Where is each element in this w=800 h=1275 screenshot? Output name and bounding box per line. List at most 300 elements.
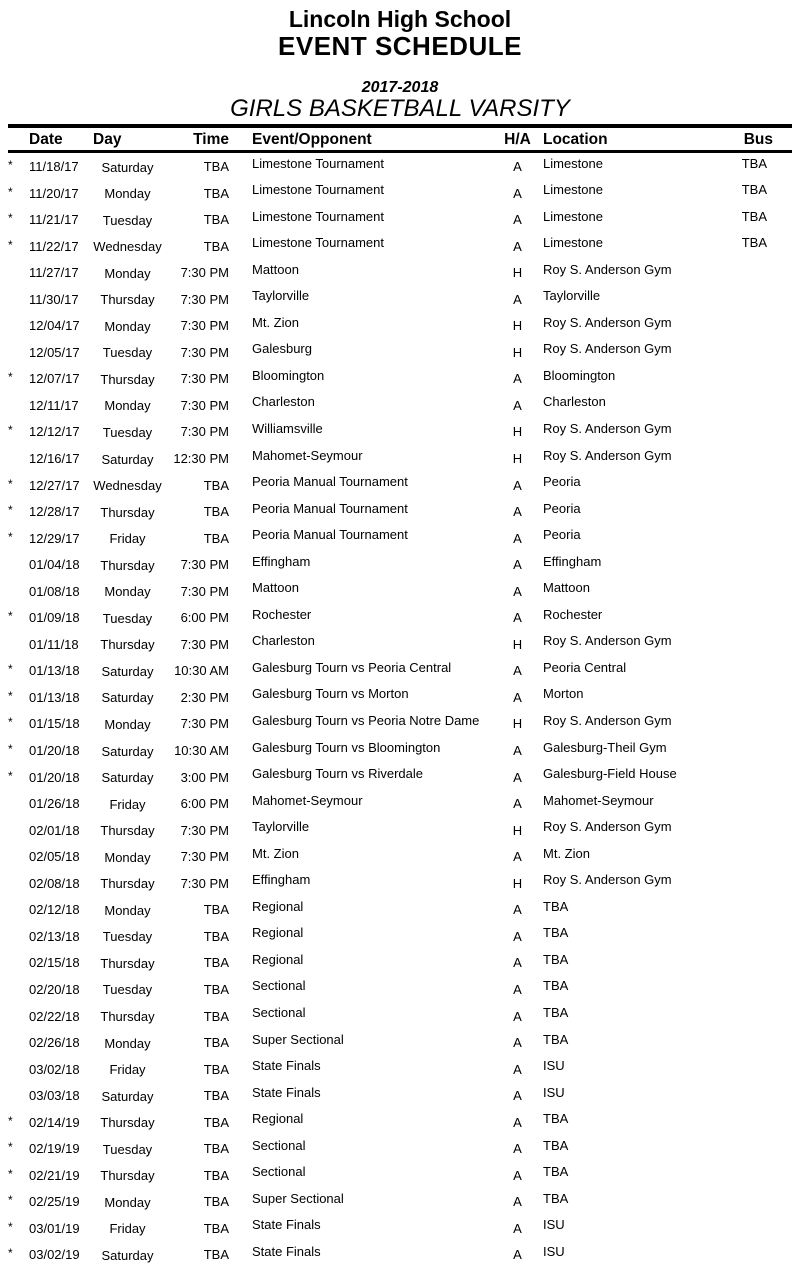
cell-star <box>8 976 29 1003</box>
table-row <box>8 153 792 180</box>
cell-star: * <box>8 742 13 757</box>
cell-ha: A <box>513 291 522 307</box>
table-row <box>8 551 792 578</box>
table-row <box>8 312 792 339</box>
table-row <box>8 259 792 286</box>
cell-time: 7:30 PM <box>180 291 229 307</box>
cell-ha: H <box>512 636 523 652</box>
cell-star <box>8 631 29 658</box>
col-header-star <box>8 131 29 150</box>
cell-date: 12/29/17 <box>29 530 80 546</box>
cell-location: ISU <box>543 1058 565 1074</box>
cell-ha: H <box>512 424 523 440</box>
cell-date: 01/13/18 <box>29 689 80 705</box>
cell-bus <box>725 1109 792 1136</box>
cell-location: Taylorville <box>543 288 601 304</box>
cell-event: Limestone Tournament <box>252 235 385 251</box>
cell-date: 02/14/19 <box>29 1114 80 1130</box>
cell-day: Friday <box>109 531 146 547</box>
cell-ha: A <box>513 1220 522 1236</box>
cell-location: Limestone <box>543 182 603 198</box>
cell-location: Bloomington <box>543 367 616 383</box>
cell-date: 01/09/18 <box>29 610 80 626</box>
cell-location: TBA <box>543 925 569 941</box>
cell-event: State Finals <box>252 1058 321 1074</box>
cell-time: 7:30 PM <box>180 583 229 599</box>
cell-event: Rochester <box>252 606 312 622</box>
cell-event: Bloomington <box>252 367 325 383</box>
cell-date: 11/22/17 <box>29 238 79 254</box>
cell-day: Saturday <box>101 770 154 786</box>
cell-day: Thursday <box>100 823 155 839</box>
cell-bus <box>725 1135 792 1162</box>
table-row <box>8 976 792 1003</box>
table-row <box>8 1082 792 1109</box>
cell-bus <box>725 843 792 870</box>
cell-time: TBA <box>203 1114 229 1130</box>
cell-ha: A <box>513 212 522 228</box>
cell-event: Effingham <box>252 872 311 888</box>
cell-day: Tuesday <box>102 1141 153 1157</box>
cell-location: Peoria <box>543 500 581 516</box>
cell-location: ISU <box>543 1084 565 1100</box>
cell-event: Taylorville <box>252 819 310 835</box>
table-row <box>8 1215 792 1242</box>
cell-ha: A <box>513 610 522 626</box>
cell-ha: A <box>513 371 522 387</box>
cell-event: Regional <box>252 925 304 941</box>
cell-bus <box>725 896 792 923</box>
cell-event: Regional <box>252 951 304 967</box>
cell-ha: A <box>513 663 522 679</box>
cell-day: Thursday <box>100 1115 155 1131</box>
table-row <box>8 1241 792 1268</box>
cell-bus <box>725 445 792 472</box>
cell-bus <box>725 551 792 578</box>
cell-time: TBA <box>203 1008 229 1024</box>
cell-event: Limestone Tournament <box>252 155 385 171</box>
cell-day: Thursday <box>100 371 155 387</box>
cell-day: Thursday <box>100 637 155 653</box>
cell-event: Mt. Zion <box>252 845 299 861</box>
cell-event: Peoria Manual Tournament <box>252 527 408 543</box>
table-row <box>8 923 792 950</box>
cell-time: 7:30 PM <box>180 265 229 281</box>
cell-location: Mahomet-Seymour <box>543 792 654 808</box>
cell-time: TBA <box>203 1220 229 1236</box>
cell-ha: A <box>513 159 522 174</box>
cell-time: TBA <box>203 212 229 228</box>
cell-star <box>8 339 29 366</box>
cell-ha: A <box>513 530 522 546</box>
cell-date: 12/11/17 <box>29 397 79 413</box>
cell-bus <box>725 684 792 711</box>
cell-day: Thursday <box>100 955 155 971</box>
cell-time: TBA <box>203 530 229 546</box>
cell-date: 03/01/19 <box>29 1220 80 1236</box>
cell-star <box>8 817 29 844</box>
cell-time: TBA <box>203 185 229 201</box>
cell-location: Roy S. Anderson Gym <box>543 447 672 463</box>
cell-bus <box>725 976 792 1003</box>
cell-bus <box>725 737 792 764</box>
cell-star: * <box>8 1246 13 1261</box>
cell-day: Monday <box>104 265 151 281</box>
cell-star: * <box>8 370 13 385</box>
cell-ha: A <box>513 238 522 254</box>
cell-location: Limestone <box>543 208 603 224</box>
cell-date: 02/25/19 <box>29 1194 80 1210</box>
cell-star <box>8 578 29 605</box>
cell-star: * <box>8 662 13 677</box>
cell-ha: A <box>513 902 522 918</box>
cell-ha: A <box>513 1114 522 1130</box>
cell-bus <box>725 1056 792 1083</box>
cell-event: Galesburg Tourn vs Morton <box>252 686 409 702</box>
cell-day: Monday <box>104 902 151 918</box>
cell-date: 03/03/18 <box>29 1088 80 1104</box>
cell-date: 12/04/17 <box>29 318 80 334</box>
cell-ha: A <box>513 1247 522 1263</box>
cell-event: Super Sectional <box>252 1031 344 1047</box>
cell-ha: A <box>513 1194 522 1210</box>
cell-date: 01/20/18 <box>29 743 80 759</box>
cell-location: TBA <box>543 1005 569 1020</box>
cell-star <box>8 1082 29 1109</box>
cell-location: TBA <box>543 951 569 967</box>
cell-date: 12/27/17 <box>29 477 80 493</box>
season-label: 2017-2018 <box>361 79 439 96</box>
cell-bus <box>725 1215 792 1242</box>
cell-location: Roy S. Anderson Gym <box>543 314 672 330</box>
cell-day: Saturday <box>101 743 154 759</box>
table-row <box>8 472 792 499</box>
team-name: GIRLS BASKETBALL VARSITY <box>230 95 570 122</box>
cell-time: 7:30 PM <box>180 849 229 865</box>
cell-event: Galesburg Tourn vs Riverdale <box>252 766 424 782</box>
cell-event: Williamsville <box>252 420 323 436</box>
cell-day: Tuesday <box>102 929 153 945</box>
table-row <box>8 206 792 233</box>
cell-bus: TBA <box>741 208 767 224</box>
cell-ha: H <box>512 318 523 334</box>
col-header-bus: Bus <box>743 131 773 148</box>
cell-star: * <box>8 1140 13 1155</box>
cell-location: Peoria <box>543 527 581 543</box>
cell-day: Tuesday <box>102 982 153 998</box>
cell-location: TBA <box>543 1190 569 1206</box>
cell-location: Peoria Central <box>543 659 627 675</box>
cell-time: TBA <box>203 1167 229 1183</box>
table-row <box>8 604 792 631</box>
cell-date: 01/11/18 <box>29 636 79 652</box>
cell-time: TBA <box>203 1035 229 1051</box>
cell-time: 7:30 PM <box>180 371 229 387</box>
cell-time: 7:30 PM <box>180 397 229 413</box>
cell-day: Thursday <box>100 292 155 308</box>
cell-location: ISU <box>543 1217 565 1233</box>
cell-event: Peoria Manual Tournament <box>252 500 408 516</box>
cell-date: 01/15/18 <box>29 716 80 732</box>
cell-bus <box>725 1241 792 1268</box>
cell-star <box>8 1003 29 1030</box>
cell-day: Monday <box>104 398 151 414</box>
cell-event: Mattoon <box>252 261 299 277</box>
cell-date: 02/05/18 <box>29 849 80 865</box>
cell-day: Monday <box>104 584 151 600</box>
cell-ha: A <box>513 477 522 493</box>
cell-event: Charleston <box>252 394 315 410</box>
cell-location: Rochester <box>543 606 603 622</box>
table-row <box>8 870 792 897</box>
table-row <box>8 1135 792 1162</box>
cell-bus <box>725 631 792 658</box>
cell-day: Thursday <box>100 876 155 892</box>
cell-ha: A <box>513 955 522 971</box>
cell-date: 12/28/17 <box>29 504 80 520</box>
cell-ha: A <box>513 504 522 520</box>
cell-ha: A <box>513 689 522 705</box>
cell-day: Wednesday <box>93 239 162 255</box>
table-row <box>8 817 792 844</box>
school-name: Lincoln High School <box>288 6 512 32</box>
cell-day: Friday <box>109 1221 146 1237</box>
cell-bus <box>725 392 792 419</box>
cell-event: Sectional <box>252 978 306 994</box>
cell-time: TBA <box>203 477 229 493</box>
table-row <box>8 498 792 525</box>
cell-bus: TBA <box>741 235 767 251</box>
cell-date: 01/13/18 <box>29 663 80 679</box>
cell-event: Mattoon <box>252 580 299 596</box>
cell-bus <box>725 418 792 445</box>
cell-date: 01/26/18 <box>29 796 80 812</box>
cell-bus <box>725 657 792 684</box>
cell-event: Effingham <box>252 553 311 569</box>
cell-ha: H <box>512 451 523 467</box>
cell-bus <box>725 1162 792 1189</box>
cell-ha: A <box>513 981 522 997</box>
cell-star <box>8 843 29 870</box>
cell-location: Roy S. Anderson Gym <box>543 633 672 649</box>
cell-event: Regional <box>252 898 304 914</box>
cell-event: Galesburg Tourn vs Peoria Central <box>252 659 452 675</box>
cell-bus <box>725 472 792 499</box>
cell-location: Effingham <box>543 553 602 569</box>
cell-time: TBA <box>203 504 229 520</box>
table-row <box>8 710 792 737</box>
cell-ha: A <box>513 1088 522 1104</box>
cell-bus <box>725 525 792 552</box>
cell-date: 02/15/18 <box>29 955 80 971</box>
cell-time: 7:30 PM <box>180 636 229 652</box>
table-body <box>8 153 792 1268</box>
cell-time: 7:30 PM <box>180 557 229 573</box>
cell-day: Saturday <box>101 1088 154 1104</box>
table-row <box>8 631 792 658</box>
cell-time: TBA <box>203 1141 229 1157</box>
table-row <box>8 949 792 976</box>
cell-event: State Finals <box>252 1217 321 1233</box>
cell-ha: A <box>513 849 522 865</box>
cell-time: TBA <box>203 1061 229 1077</box>
cell-bus <box>725 764 792 791</box>
cell-time: 12:30 PM <box>173 451 229 467</box>
cell-location: Peoria <box>543 474 581 490</box>
cell-date: 03/02/18 <box>29 1061 80 1077</box>
cell-ha: A <box>513 1141 522 1157</box>
cell-location: ISU <box>543 1243 565 1259</box>
cell-event: Mt. Zion <box>252 314 299 330</box>
cell-ha: A <box>513 185 522 201</box>
cell-event: Galesburg Tourn vs Peoria Notre Dame <box>252 712 480 728</box>
cell-ha: A <box>513 928 522 944</box>
cell-day: Saturday <box>101 1247 154 1263</box>
cell-time: 7:30 PM <box>180 318 229 334</box>
cell-date: 02/26/18 <box>29 1035 80 1051</box>
table-row <box>8 286 792 313</box>
table-row <box>8 365 792 392</box>
cell-time: TBA <box>203 238 229 254</box>
cell-day: Monday <box>104 318 151 334</box>
cell-time: 10:30 AM <box>174 743 229 759</box>
cell-time: 3:00 PM <box>180 769 229 785</box>
cell-date: 11/21/17 <box>29 212 79 228</box>
table-row <box>8 1162 792 1189</box>
cell-location: Mt. Zion <box>543 845 590 861</box>
cell-star <box>8 445 29 472</box>
cell-day: Friday <box>109 1062 146 1078</box>
col-header-date: Date <box>29 131 63 148</box>
cell-star: * <box>8 158 13 172</box>
cell-time: 7:30 PM <box>180 875 229 891</box>
table-header-row <box>8 128 792 150</box>
cell-bus: TBA <box>741 182 767 198</box>
cell-event: Galesburg <box>252 341 312 357</box>
cell-time: 10:30 AM <box>174 663 229 679</box>
col-header-ha: H/A <box>504 131 531 148</box>
cell-ha: A <box>513 1035 522 1051</box>
col-header-day: Day <box>93 131 122 148</box>
cell-star: * <box>8 768 13 783</box>
col-header-location: Location <box>543 131 608 148</box>
cell-day: Monday <box>104 716 151 732</box>
cell-location: Mattoon <box>543 580 590 596</box>
cell-event: State Finals <box>252 1084 321 1100</box>
cell-location: Roy S. Anderson Gym <box>543 872 672 888</box>
cell-day: Wednesday <box>93 478 162 494</box>
cell-ha: A <box>513 1008 522 1024</box>
cell-star: * <box>8 529 13 544</box>
table-row <box>8 339 792 366</box>
cell-star: * <box>8 1193 13 1208</box>
cell-time: TBA <box>203 928 229 944</box>
cell-ha: A <box>513 769 522 785</box>
cell-day: Tuesday <box>102 424 153 440</box>
cell-star: * <box>8 1166 13 1181</box>
cell-location: Charleston <box>543 394 606 410</box>
cell-event: Peoria Manual Tournament <box>252 474 408 490</box>
cell-bus <box>725 870 792 897</box>
cell-date: 11/30/17 <box>29 291 79 307</box>
cell-location: Roy S. Anderson Gym <box>543 261 672 277</box>
table-row <box>8 445 792 472</box>
cell-location: TBA <box>543 1031 569 1047</box>
cell-star <box>8 790 29 817</box>
cell-event: Super Sectional <box>252 1190 344 1206</box>
cell-event: Sectional <box>252 1164 306 1180</box>
cell-event: Regional <box>252 1111 304 1127</box>
cell-time: 6:00 PM <box>180 610 229 626</box>
cell-date: 01/04/18 <box>29 557 80 573</box>
table-row <box>8 418 792 445</box>
cell-bus <box>725 949 792 976</box>
cell-event: Mahomet-Seymour <box>252 792 363 808</box>
cell-bus <box>725 578 792 605</box>
cell-day: Thursday <box>100 1168 155 1184</box>
col-header-time: Time <box>193 131 229 148</box>
cell-location: Limestone <box>543 155 603 171</box>
cell-location: TBA <box>543 898 569 914</box>
cell-star <box>8 286 29 313</box>
cell-star: * <box>8 237 13 252</box>
cell-day: Saturday <box>101 690 154 706</box>
cell-star <box>8 312 29 339</box>
cell-time: TBA <box>203 955 229 971</box>
cell-star <box>8 1029 29 1056</box>
table-row <box>8 657 792 684</box>
cell-bus <box>725 1188 792 1215</box>
cell-bus <box>725 1082 792 1109</box>
table-row <box>8 790 792 817</box>
cell-event: State Finals <box>252 1243 321 1259</box>
cell-date: 02/01/18 <box>29 822 80 838</box>
cell-bus <box>725 286 792 313</box>
cell-date: 02/22/18 <box>29 1008 80 1024</box>
cell-location: Roy S. Anderson Gym <box>543 712 672 728</box>
cell-location: TBA <box>543 978 569 994</box>
cell-time: TBA <box>203 902 229 918</box>
cell-location: TBA <box>543 1111 569 1127</box>
cell-ha: A <box>513 1167 522 1183</box>
table-row <box>8 1003 792 1030</box>
cell-event: Limestone Tournament <box>252 182 385 198</box>
table-row <box>8 578 792 605</box>
table-row <box>8 896 792 923</box>
cell-date: 12/16/17 <box>29 451 80 467</box>
cell-star: * <box>8 184 13 199</box>
cell-star <box>8 870 29 897</box>
cell-date: 02/08/18 <box>29 875 80 891</box>
cell-date: 12/12/17 <box>29 424 80 440</box>
table-row <box>8 525 792 552</box>
cell-time: 7:30 PM <box>180 344 229 360</box>
cell-star: * <box>8 476 13 491</box>
cell-time: 7:30 PM <box>180 424 229 440</box>
cell-time: TBA <box>203 1194 229 1210</box>
cell-ha: H <box>512 716 523 732</box>
cell-bus: TBA <box>741 155 767 171</box>
cell-date: 02/21/19 <box>29 1167 80 1183</box>
cell-date: 02/19/19 <box>29 1141 80 1157</box>
cell-time: 6:00 PM <box>180 796 229 812</box>
table-row <box>8 843 792 870</box>
cell-bus <box>725 365 792 392</box>
cell-star: * <box>8 423 13 438</box>
cell-star: * <box>8 688 13 703</box>
schedule-table <box>8 124 792 1268</box>
cell-event: Mahomet-Seymour <box>252 447 363 463</box>
